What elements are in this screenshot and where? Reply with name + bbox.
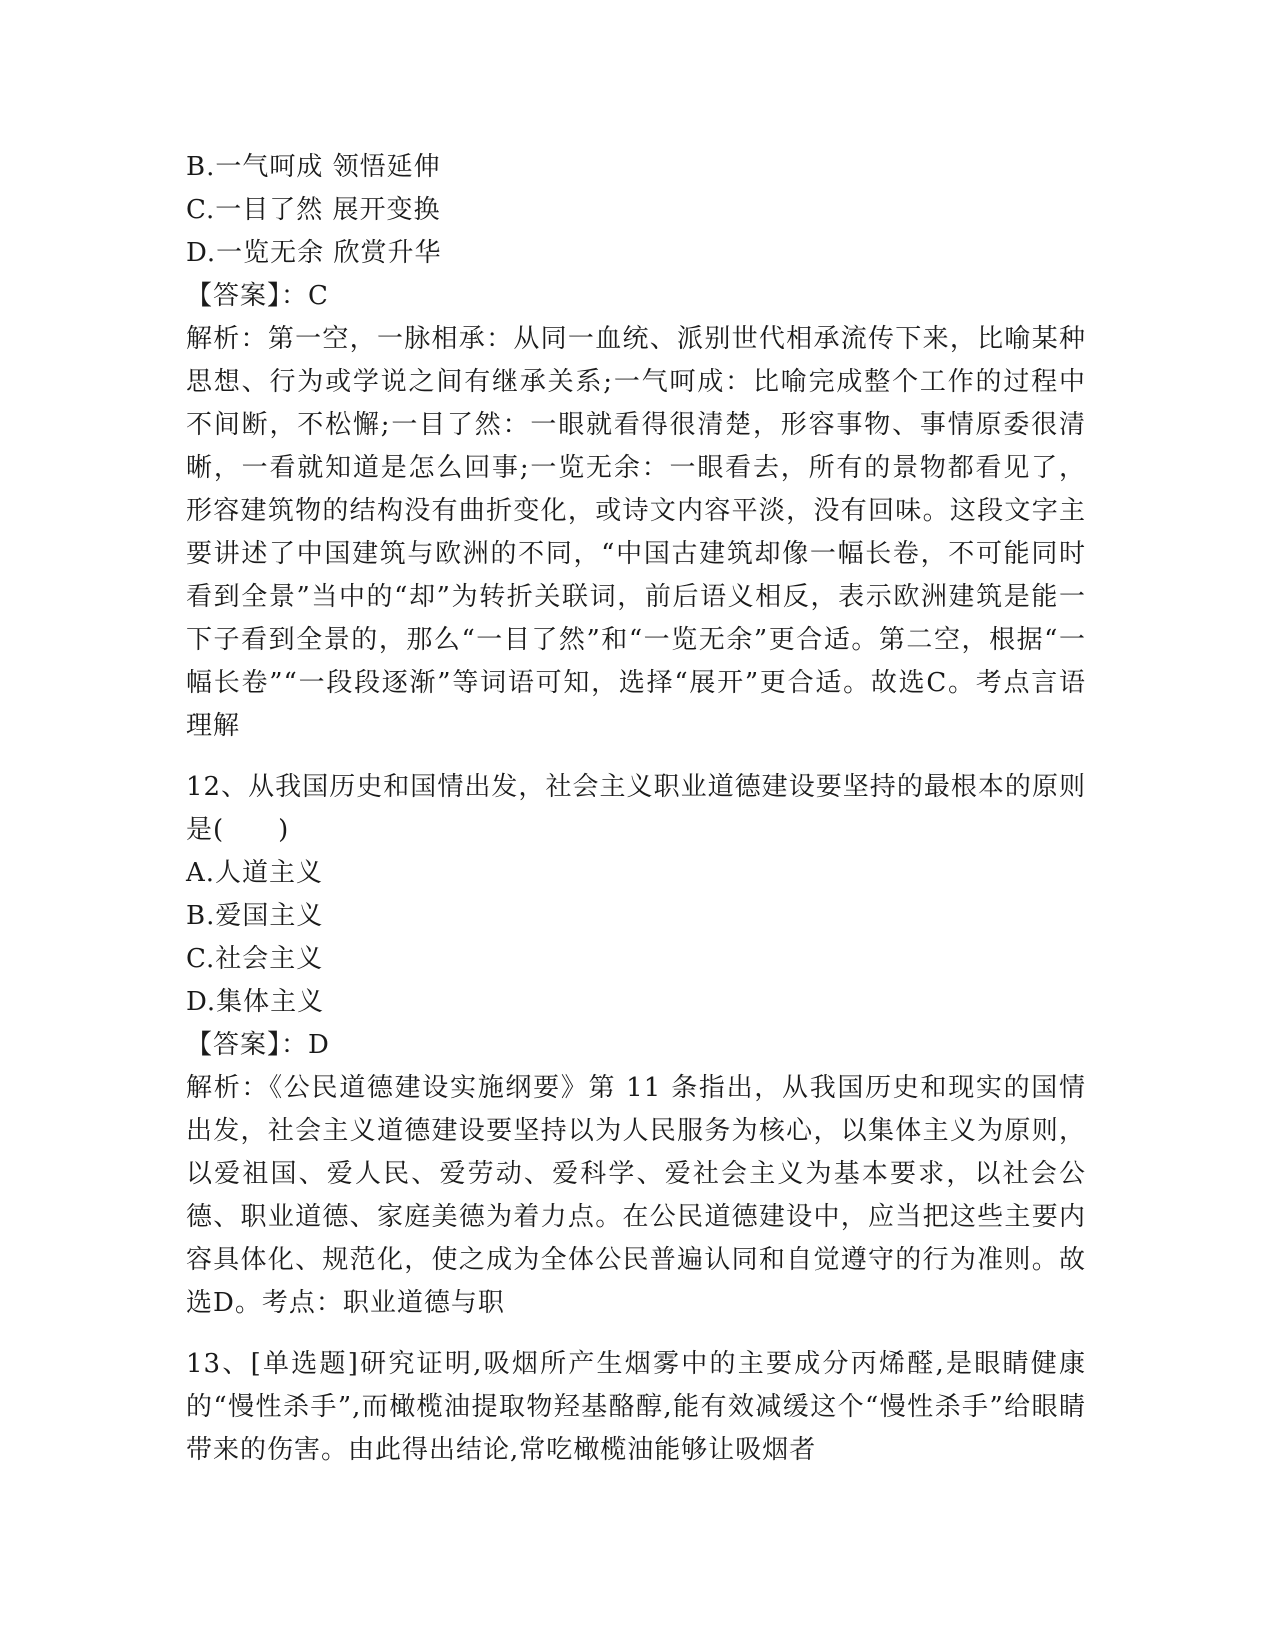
question-stem: 13、[单选题]研究证明,吸烟所产生烟雾中的主要成分丙烯醛,是眼睛健康的“慢性杀手”,而橄榄油提取物羟基酪醇,能有效减缓这个“慢性杀手”给眼睛带来的伤害。由此得出结论,常吃橄榄油能够让吸烟者 — [186, 1349, 1086, 1465]
option-d: D.集体主义 — [186, 987, 325, 1017]
answer-line: 【答案】：D — [186, 1030, 330, 1060]
option-c: C.社会主义 — [186, 944, 324, 974]
option-b: B.爱国主义 — [186, 901, 324, 931]
question-11-continued — [186, 146, 1086, 748]
option-d: D.一览无余 欣赏升华 — [186, 238, 442, 268]
option-c: C.一目了然 展开变换 — [186, 195, 441, 225]
answer-line: 【答案】：C — [186, 281, 329, 311]
option-a: A.人道主义 — [186, 858, 324, 888]
question-13 — [186, 1343, 1086, 1472]
option-b: B.一气呵成 领悟延伸 — [186, 152, 441, 182]
analysis-text: 解析：第一空，一脉相承：从同一血统、派别世代相承流传下来，比喻某种思想、行为或学说之间有继承关系;一气呵成：比喻完成整个工作的过程中不间断，不松懈;一目了然：一眼就看得很清楚，形容事物、事情原委很清晰，一看就知道是怎么回事;一览无余：一眼看去，所有的景物都看见了，形容建筑物的结构没有曲折变化，或诗文内容平淡，没有回味。这段文字主要讲述了中国建筑与欧洲的不同，“中国古建筑却像一幅长卷，不可能同时看到全景”当中的“却”为转折关联词，前后语义相反，表示欧洲建筑是能一下子看到全景的，那么“一目了然”和“一览无余”更合适。第二空，根据“一幅长卷”“一段段逐渐”等词语可知，选择“展开”更合适。故选C。考点言语理解 — [186, 324, 1086, 741]
question-stem: 12、从我国历史和国情出发，社会主义职业道德建设要坚持的最根本的原则是( ) — [186, 772, 1086, 845]
document-page — [186, 146, 1086, 1472]
analysis-text: 解析：《公民道德建设实施纲要》第 11 条指出，从我国历史和现实的国情出发，社会主义道德建设要坚持以为人民服务为核心，以集体主义为原则，以爱祖国、爱人民、爱劳动、爱科学、爱社会主义为基本要求，以社会公德、职业道德、家庭美德为着力点。在公民道德建设中，应当把这些主要内容具体化、规范化，使之成为全体公民普遍认同和自觉遵守的行为准则。故选D。考点：职业道德与职 — [186, 1073, 1086, 1318]
question-12 — [186, 766, 1086, 1325]
